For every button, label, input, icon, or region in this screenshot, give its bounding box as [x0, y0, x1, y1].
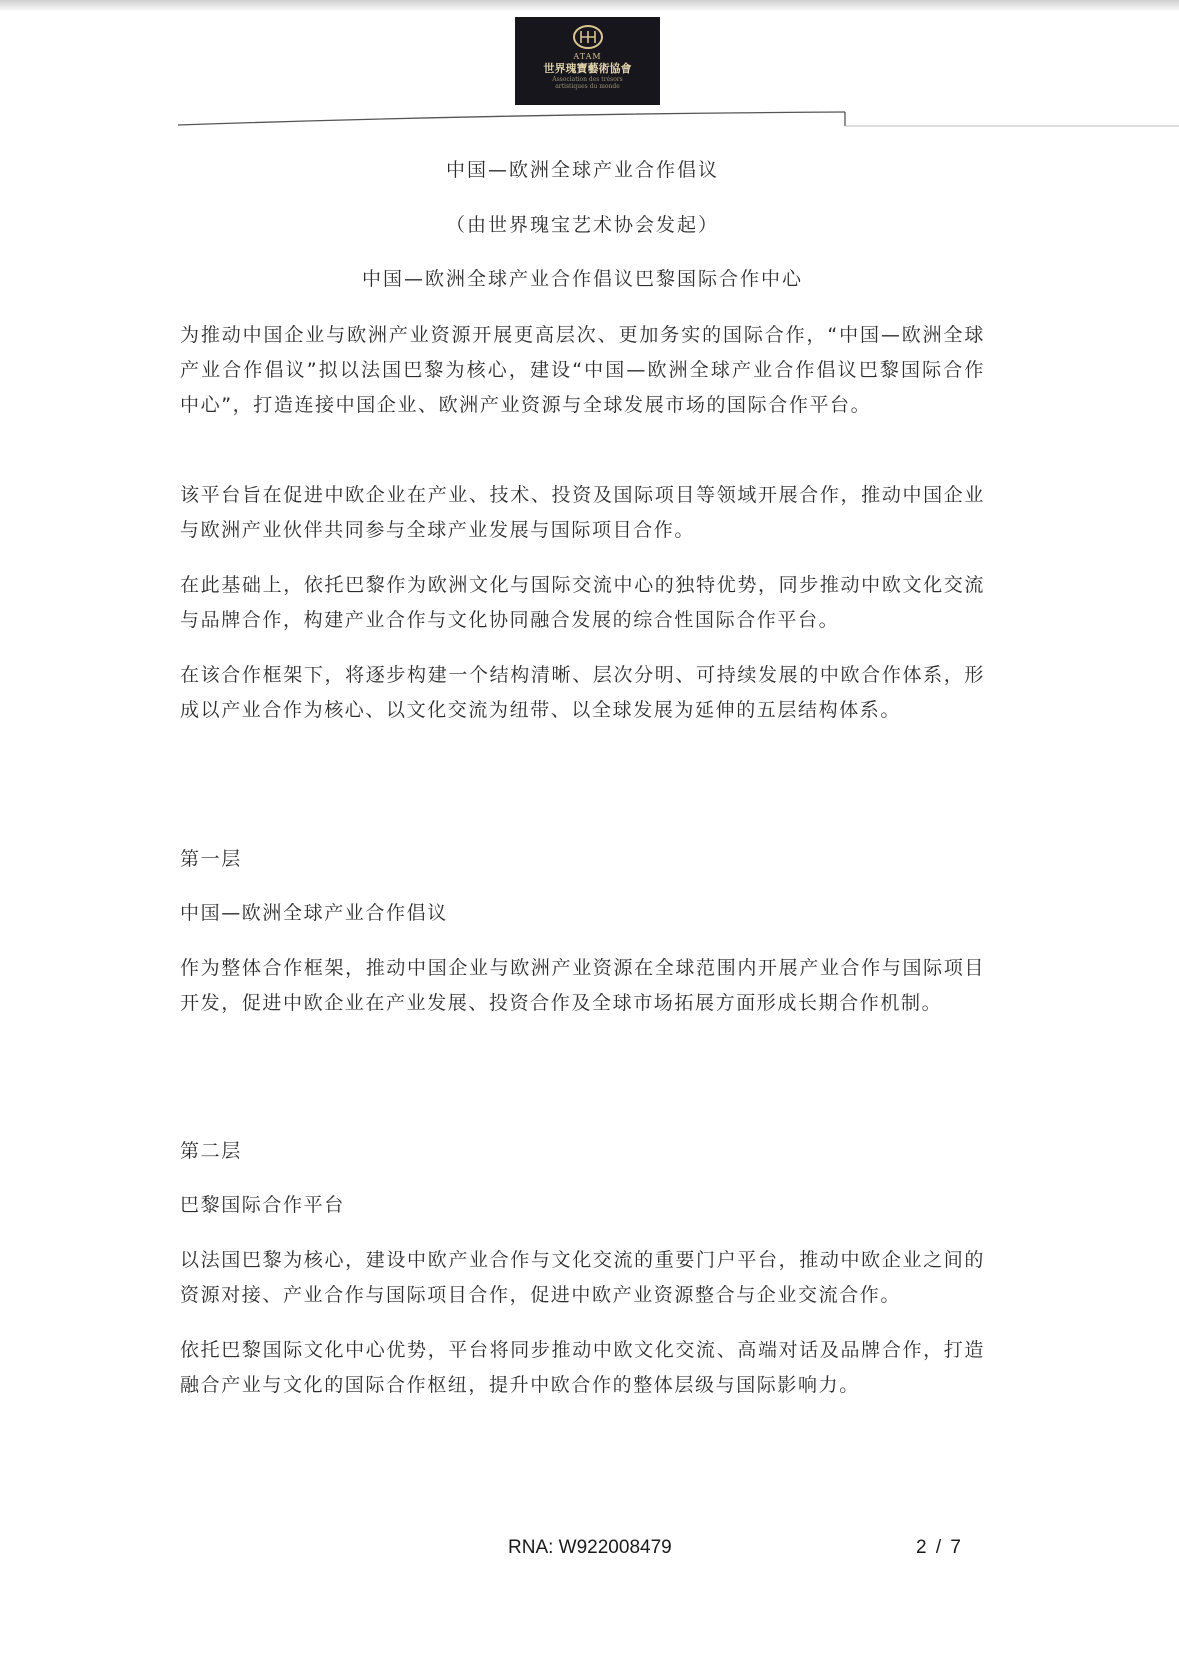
logo-name-chinese: 世界瑰寶藝術協會 [543, 62, 632, 75]
layer2-body-2: 依托巴黎国际文化中心优势，平台将同步推动中欧文化交流、高端对话及品牌合作，打造融合产业与文化的国际合作枢纽，提升中欧合作的整体层级与国际影响力。 [180, 1339, 985, 1396]
top-edge-shadow [0, 0, 1179, 12]
footer-rna-number: RNA: W922008479 [508, 1537, 672, 1558]
intro-paragraph-2: 该平台旨在促进中欧企业在产业、技术、投资及国际项目等领域开展合作，推动中国企业与欧洲产业伙伴共同参与全球产业发展与国际项目合作。 [180, 484, 985, 541]
header-divider [0, 108, 1179, 130]
footer-page-number: 2 / 7 [916, 1537, 963, 1558]
layer2-body-1: 以法国巴黎为核心，建设中欧产业合作与文化交流的重要门户平台，推动中欧企业之间的资源对接、产业合作与国际项目合作，促进中欧产业资源整合与企业交流合作。 [180, 1249, 985, 1306]
document-title: 中国—欧洲全球产业合作倡议 [445, 159, 719, 181]
layer1-body: 作为整体合作框架，推动中国企业与欧洲产业资源在全球范围内开展产业合作与国际项目开发，促进中欧企业在产业发展、投资合作及全球市场拓展方面形成长期合作机制。 [180, 957, 985, 1014]
logo-name-french-line1: Association des trésors [552, 76, 623, 83]
layer1-heading: 第一层 [180, 848, 242, 870]
document-subtitle: （由世界瑰宝艺术协会发起） [445, 214, 719, 236]
intro-paragraph-4: 在该合作框架下，将逐步构建一个结构清晰、层次分明、可持续发展的中欧合作体系，形成以产业合作为核心、以文化交流为纽带、以全球发展为延伸的五层结构体系。 [180, 664, 985, 721]
logo-abbreviation: ATAM [573, 52, 602, 61]
layer2-title: 巴黎国际合作平台 [180, 1194, 345, 1216]
intro-paragraph-3: 在此基础上，依托巴黎作为欧洲文化与国际交流中心的独特优势，同步推动中欧文化交流与品牌合作，构建产业合作与文化协同融合发展的综合性国际合作平台。 [180, 574, 985, 631]
center-title: 中国—欧洲全球产业合作倡议巴黎国际合作中心 [361, 268, 803, 290]
intro-paragraph-1: 为推动中国企业与欧洲产业资源开展更高层次、更加务实的国际合作，“中国—欧洲全球产业合作倡议”拟以法国巴黎为核心，建设“中国—欧洲全球产业合作倡议巴黎国际合作中心”，打造连接中国企业、欧洲产业资源与全球发展市场的国际合作平台。 [180, 324, 985, 416]
layer2-heading: 第二层 [180, 1140, 242, 1162]
logo-name-french-line2: artistiques du monde [555, 83, 620, 90]
atam-logo [515, 17, 660, 105]
layer1-title: 中国—欧洲全球产业合作倡议 [180, 902, 448, 924]
logo-emblem-icon [571, 23, 605, 51]
